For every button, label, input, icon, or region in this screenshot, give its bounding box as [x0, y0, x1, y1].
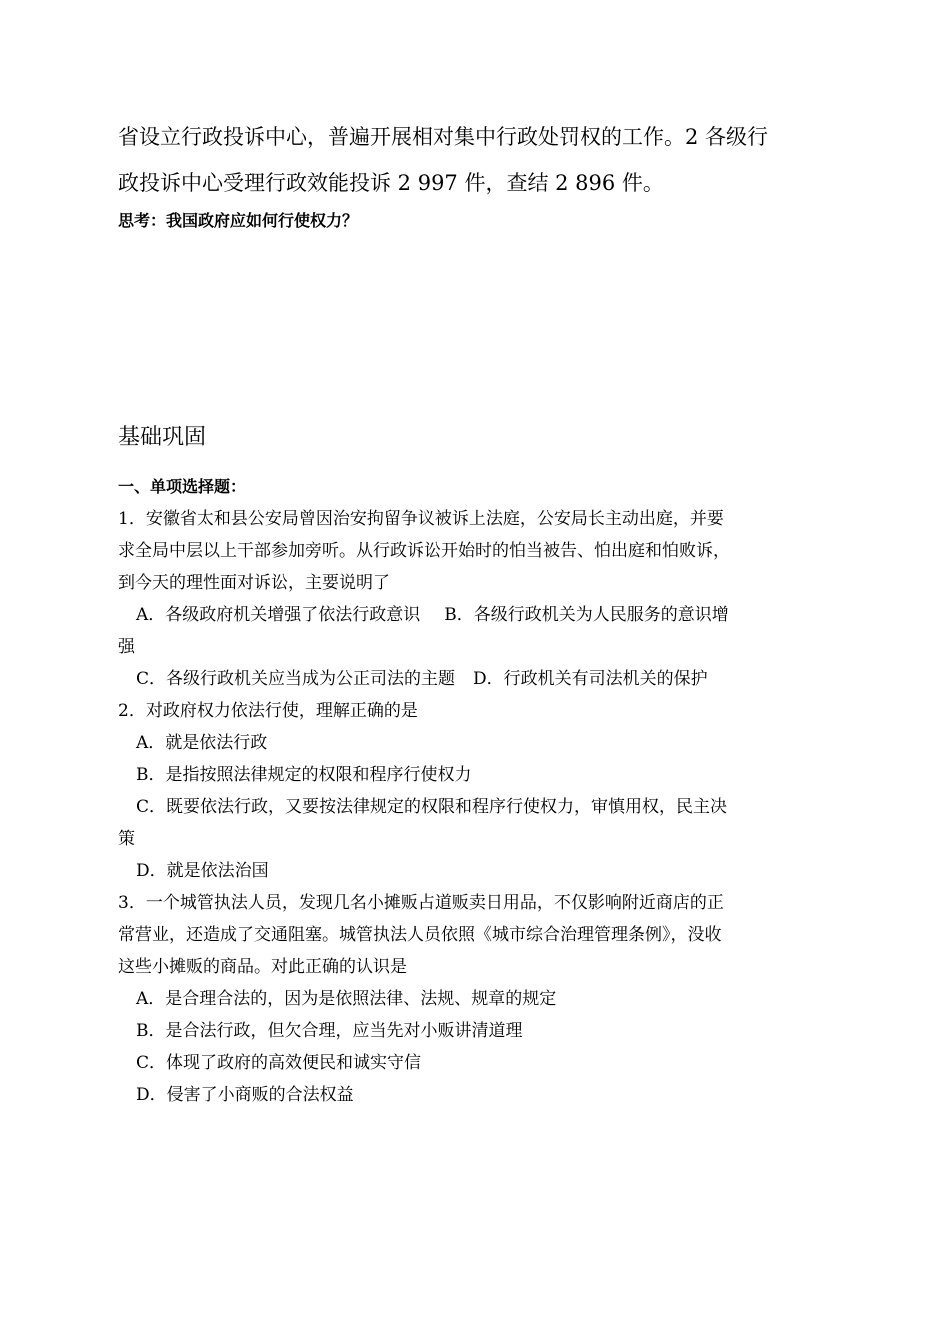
- q3-stem-line: 3．一个城管执法人员，发现几名小摊贩占道贩卖日用品，不仅影响附近商店的正: [118, 893, 724, 913]
- q1-option-d: D．行政机关有司法机关的保护: [473, 669, 708, 689]
- intro-paragraph: [118, 114, 818, 206]
- q2-option-b: B．是指按照法律规定的权限和程序行使权力: [136, 765, 472, 785]
- q2-option-d: D．就是依法治国: [136, 861, 269, 881]
- q1-option-b-cont: 强: [118, 637, 135, 657]
- intro-line: 省设立行政投诉中心，普遍开展相对集中行政处罚权的工作。2 各级行: [118, 125, 769, 149]
- q3-option-b: B．是合法行政，但欠合理，应当先对小贩讲清道理: [136, 1021, 523, 1041]
- q1-option-a: A．各级政府机关增强了依法行政意识: [136, 605, 421, 625]
- q1-stem-line: 到今天的理性面对诉讼，主要说明了: [118, 573, 390, 593]
- q1-options-cd: [118, 663, 818, 695]
- q2-option-c: C．既要依法行政，又要按法律规定的权限和程序行使权力，审慎用权，民主决: [136, 797, 728, 817]
- q1-option-c: C．各级行政机关应当成为公正司法的主题: [136, 669, 456, 689]
- q2-stem: 2．对政府权力依法行使，理解正确的是: [118, 701, 418, 721]
- q1-stem-line: 求全局中层以上干部参加旁听。从行政诉讼开始时的怕当被告、怕出庭和怕败诉，: [118, 541, 730, 561]
- q2-option-c-cont: 策: [118, 829, 135, 849]
- q1-options-ab: [118, 599, 818, 631]
- think-question: 思考：我国政府应如何行使权力？: [118, 211, 359, 230]
- q2-option-a: A．就是依法行政: [136, 733, 268, 753]
- q1-option-b: B．各级行政机关为人民服务的意识增: [444, 605, 729, 625]
- q3-option-a: A．是合理合法的，因为是依照法律、法规、规章的规定: [136, 989, 557, 1009]
- q3-stem-line: 常营业，还造成了交通阻塞。城管执法人员依照《城市综合治理管理条例》，没收: [118, 925, 722, 945]
- q3-stem-line: 这些小摊贩的商品。对此正确的认识是: [118, 957, 407, 977]
- intro-line: 政投诉中心受理行政效能投诉 2 997 件，查结 2 896 件。: [118, 171, 664, 195]
- question-list: [118, 503, 818, 1111]
- q1-stem-line: 1．安徽省太和县公安局曾因治安拘留争议被诉上法庭，公安局长主动出庭，并要: [118, 509, 724, 529]
- q3-option-c: C．体现了政府的高效便民和诚实守信: [136, 1053, 422, 1073]
- part-title: 一、单项选择题：: [118, 477, 247, 496]
- q3-option-d: D．侵害了小商贩的合法权益: [136, 1085, 354, 1105]
- section-title: 基础巩固: [118, 425, 207, 450]
